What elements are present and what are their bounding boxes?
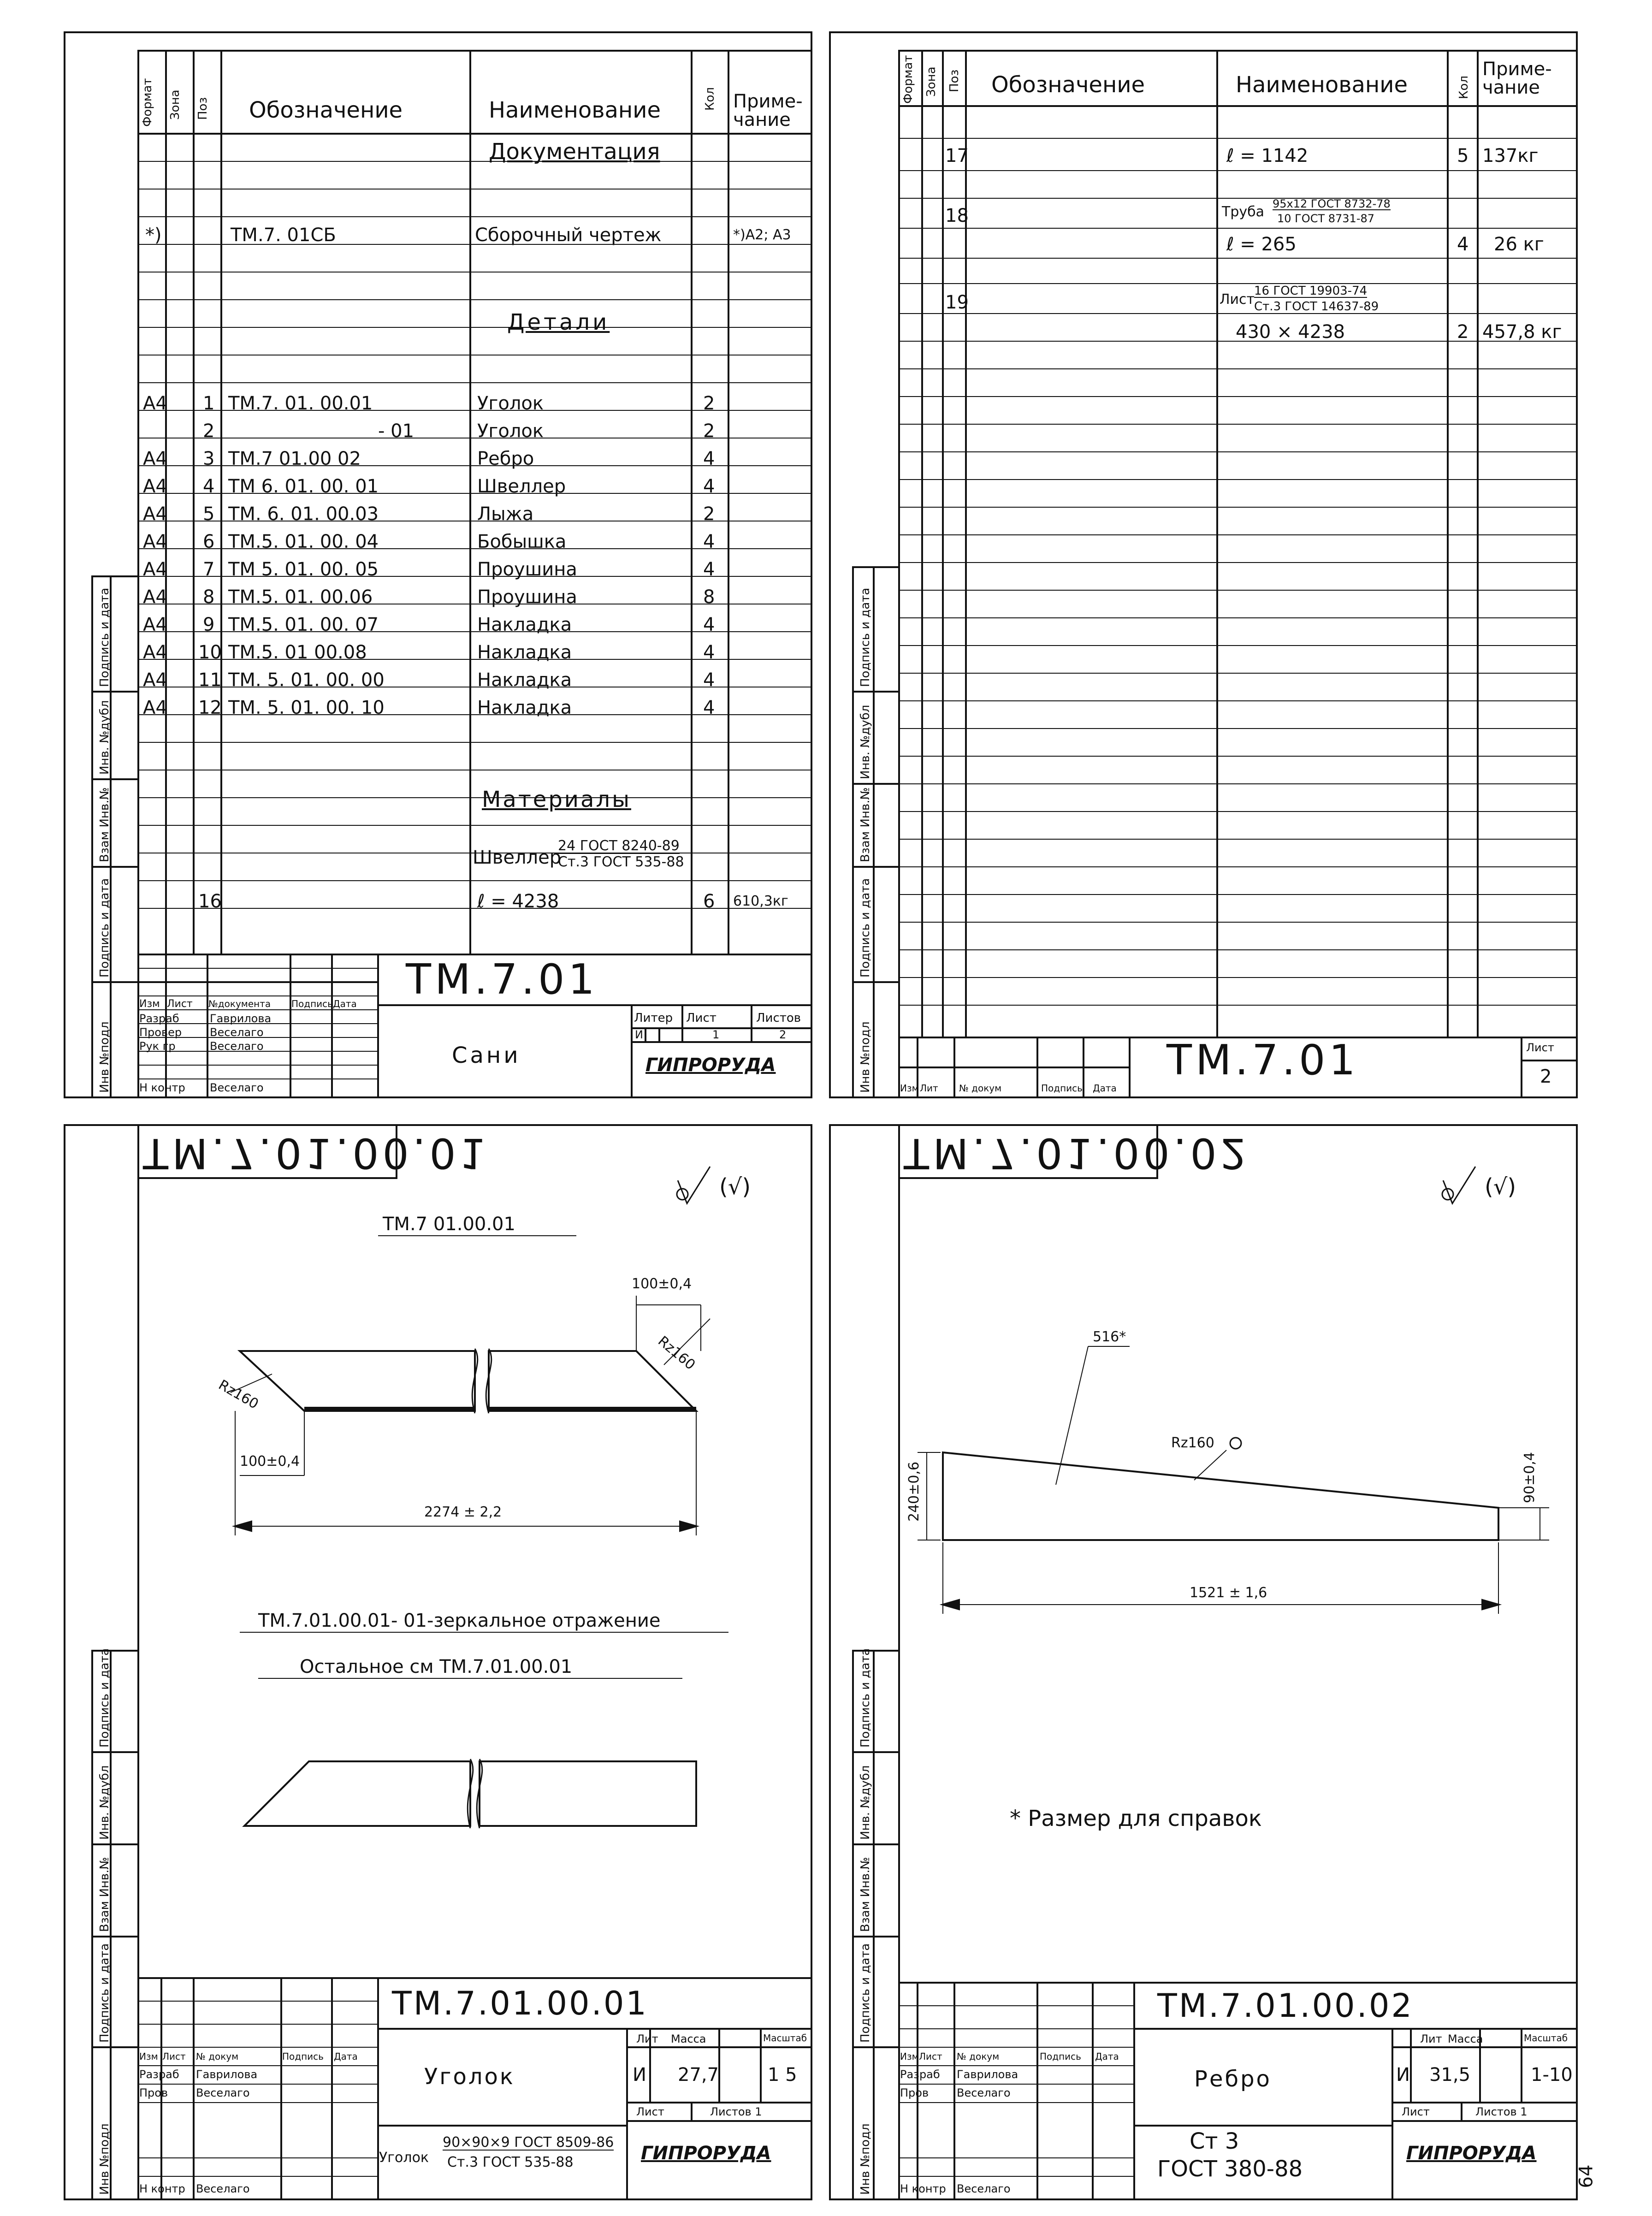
stamp-lit-value: И <box>1396 2064 1410 2086</box>
stamp-sheet-label: Лист <box>1526 1041 1554 1054</box>
row-format: А4 <box>143 504 167 525</box>
stamp-col-sign: Подпись <box>291 998 333 1009</box>
row-qty: 8 <box>703 587 715 608</box>
side-label: Инв. №дубл <box>859 705 872 779</box>
stamp-mass-value: 31,5 <box>1429 2064 1471 2086</box>
header-designation: Обозначение <box>991 72 1145 98</box>
stamp-liter-label: Литер <box>634 1011 673 1025</box>
company-logo: ГИПРОРУДА <box>645 1055 776 1076</box>
side-label: Взам Инв.№ <box>98 1857 112 1932</box>
stamp-liter-value: И <box>635 1028 643 1041</box>
row-designation: ТМ. 5. 01. 00. 10 <box>228 697 385 718</box>
stamp-person: Веселаго <box>210 1026 264 1039</box>
stamp-lit-value: И <box>633 2064 646 2086</box>
stamp-col-ndoc: № докум <box>196 2051 239 2062</box>
stamp-col-sign: Подпись <box>1040 2051 1081 2062</box>
stamp-mass-value: 27,7 <box>678 2064 719 2086</box>
stamp-title: Ребро <box>1194 2066 1272 2092</box>
side-label: Взам Инв.№ <box>859 1857 872 1932</box>
row-pos: 5 <box>203 504 215 525</box>
header-pos: Поз <box>196 97 210 120</box>
stamp-sheets-label: Листов 1 <box>1475 2105 1528 2118</box>
side-label: Подпись и дата <box>859 587 872 687</box>
row-pos: 1 <box>203 393 215 414</box>
row-qty: 2 <box>703 421 715 442</box>
stamp-col-list: Лист <box>919 2051 942 2062</box>
roughness-mark: (√) <box>1485 1174 1516 1200</box>
header-pos: Поз <box>947 69 961 92</box>
view-title: ТМ.7 01.00.01 <box>383 1214 515 1235</box>
side-label: Подпись и дата <box>98 1648 112 1748</box>
stamp-col-date: Дата <box>1093 1083 1117 1094</box>
stamp-sheet-label: Лист <box>1402 2105 1430 2118</box>
row-name: Уголок <box>477 393 544 414</box>
stamp-role: Провер <box>139 1026 182 1039</box>
row-name: Проушина <box>477 587 577 608</box>
row-format: А4 <box>143 642 167 663</box>
section-materials: Материалы <box>482 787 631 812</box>
stamp-mass-label: Масса <box>671 2032 706 2045</box>
header-zone: Зона <box>924 66 938 97</box>
row-designation: ТМ. 5. 01. 00. 00 <box>228 670 385 691</box>
stamp-col-list: Лист <box>167 998 193 1010</box>
stamp-person: Веселаго <box>196 2086 250 2099</box>
dim-bottom: 100±0,4 <box>240 1453 300 1469</box>
stamp-code: ТМ.7.01 <box>406 955 598 1004</box>
row-pos: 8 <box>203 587 215 608</box>
header-note: Приме- чание <box>733 91 803 130</box>
row-format: А4 <box>143 587 167 608</box>
row-format: А4 <box>143 448 167 469</box>
doc-format: *) <box>145 225 162 246</box>
stamp-code: ТМ.7.01 <box>1166 1036 1359 1084</box>
material-denominator: Ст.3 ГОСТ 535-88 <box>558 854 684 870</box>
material-numerator: 24 ГОСТ 8240-89 <box>558 838 680 854</box>
row-format: А4 <box>143 476 167 497</box>
mirrored-code-text: ТМ.7.01.00.01 <box>143 1129 490 1177</box>
row-name: Накладка <box>477 697 572 718</box>
dim-top: 100±0,4 <box>632 1276 692 1292</box>
side-label: Подпись и дата <box>859 1648 872 1748</box>
row-designation: ТМ.5. 01. 00. 07 <box>228 614 379 635</box>
dim-rz-left: Rz160 <box>215 1376 261 1413</box>
side-label: Подпись и дата <box>98 587 112 687</box>
mirrored-code-text: ТМ.7.01.00.02 <box>904 1129 1250 1177</box>
stamp-lit-label: Лит <box>1420 2032 1442 2045</box>
row-name: Бобышка <box>477 531 567 552</box>
row-designation: ТМ.5. 01. 00.06 <box>228 587 373 608</box>
stamp-person: Веселаго <box>196 2182 250 2195</box>
row-qty: 4 <box>1457 234 1469 255</box>
stamp-lists-label: Листов <box>756 1011 801 1025</box>
row-qty: 4 <box>703 614 715 635</box>
side-label: Инв. №дубл <box>98 1765 112 1840</box>
row-qty: 4 <box>703 476 715 497</box>
stamp-list-value: 1 <box>712 1028 720 1041</box>
side-label: Инв. №дубл <box>98 700 112 775</box>
material-qty: 6 <box>703 891 715 912</box>
header-name: Наименование <box>1236 72 1408 98</box>
row-pos: 3 <box>203 448 215 469</box>
row-name: Накладка <box>477 642 572 663</box>
row-pos: 10 <box>198 642 222 663</box>
stamp-role: Разраб <box>900 2068 940 2081</box>
stamp-person: Веселаго <box>210 1040 264 1053</box>
stamp-col-ndoc: № докум <box>959 1083 1002 1094</box>
row-pos: 18 <box>945 205 969 226</box>
side-label: Инв №подл <box>859 2123 872 2195</box>
stamp-col-list: Лит <box>920 1083 938 1094</box>
stamp-col-date: Дата <box>333 998 357 1009</box>
row-format: А4 <box>143 614 167 635</box>
dim-length: 2274 ± 2,2 <box>424 1504 502 1520</box>
stamp-col-date: Дата <box>334 2051 358 2062</box>
side-label: Инв №подл <box>98 2123 112 2195</box>
side-label: Инв. №дубл <box>859 1765 872 1840</box>
row-name: ℓ = 265 <box>1226 234 1297 255</box>
row-format: А4 <box>143 393 167 414</box>
side-label: Инв №подл <box>859 1021 872 1093</box>
row-numerator: 95x12 ГОСТ 8732-78 <box>1273 197 1391 210</box>
material-mass: 610,3кг <box>733 893 788 909</box>
material-length: ℓ = 4238 <box>477 891 559 912</box>
stamp-person: Гаврилова <box>210 1012 272 1025</box>
stamp-role: Разраб <box>139 2068 179 2081</box>
row-qty: 4 <box>703 670 715 691</box>
row-denominator: 10 ГОСТ 8731-87 <box>1277 212 1375 225</box>
row-pos: 19 <box>945 292 969 313</box>
stamp-scale-label: Масштаб <box>1524 2032 1568 2044</box>
stamp-person: Веселаго <box>957 2182 1011 2195</box>
row-designation: ТМ 5. 01. 00. 05 <box>228 559 379 580</box>
row-note: 457,8 кг <box>1482 321 1562 343</box>
roughness-mark: (√) <box>719 1174 751 1200</box>
section-documentation: Документация <box>489 139 660 165</box>
mirror-note: ТМ.7.01.00.01- 01-зеркальное отражение <box>258 1610 661 1631</box>
row-designation: ТМ.5. 01 00.08 <box>228 642 367 663</box>
row-name: Накладка <box>477 614 572 635</box>
stamp-col-sign: Подпись <box>1041 1083 1083 1094</box>
row-designation: ТМ.7. 01. 00.01 <box>228 393 373 414</box>
stamp-col-list: Лист <box>162 2051 186 2062</box>
row-pos: 4 <box>203 476 215 497</box>
doc-name: Сборочный чертеж <box>475 225 662 246</box>
header-format: Формат <box>901 55 915 104</box>
row-qty: 4 <box>703 448 715 469</box>
mirrored-code <box>143 1129 490 1177</box>
row-format: А4 <box>143 697 167 718</box>
row-qty: 4 <box>703 531 715 552</box>
side-label: Подпись и дата <box>859 878 872 978</box>
stamp-col-izm: Изм <box>900 2051 919 2062</box>
stamp-role: Пров <box>139 2086 168 2099</box>
row-qty: 2 <box>703 393 715 414</box>
stamp-col-izm: Изм <box>139 998 160 1010</box>
stamp-person: Гаврилова <box>196 2068 258 2081</box>
dim-length: 1521 ± 1,6 <box>1190 1585 1267 1601</box>
stamp-title: Уголок <box>424 2064 515 2090</box>
stamp-scale-value: 1-10 <box>1531 2064 1573 2086</box>
row-name: Накладка <box>477 670 572 691</box>
page-number: 64 <box>1575 2164 1597 2188</box>
side-label: Взам Инв.№ <box>859 787 872 862</box>
row-denominator: Ст.3 ГОСТ 14637-89 <box>1254 300 1379 314</box>
header-qty: Кол <box>1457 76 1471 99</box>
stamp-title: Сани <box>452 1043 521 1068</box>
material-line1: Ст 3 <box>1190 2128 1239 2154</box>
rib-drawing <box>918 1167 1549 1614</box>
doc-designation: ТМ.7. 01СБ <box>231 225 336 246</box>
row-designation: ТМ. 6. 01. 00.03 <box>228 504 379 525</box>
row-pos: 2 <box>203 421 215 442</box>
header-qty: Кол <box>703 87 717 111</box>
stamp-code: ТМ.7.01.00.01 <box>392 1985 648 2022</box>
header-name: Наименование <box>489 97 661 123</box>
row-name: Швеллер <box>477 476 566 497</box>
row-note: 26 кг <box>1494 234 1544 255</box>
stamp-sheets-label: Листов 1 <box>710 2105 762 2118</box>
row-pos: 6 <box>203 531 215 552</box>
stamp-col-ndoc: № докум <box>957 2051 1000 2062</box>
row-name: 430 × 4238 <box>1236 321 1345 343</box>
side-label: Подпись и дата <box>98 878 112 978</box>
row-format: А4 <box>143 559 167 580</box>
material-numerator: 90×90×9 ГОСТ 8509-86 <box>443 2134 614 2151</box>
stamp-role: Разраб <box>139 1012 179 1025</box>
angle-drawing <box>231 1167 728 1828</box>
dim-rz: Rz160 <box>1171 1435 1214 1451</box>
side-label: Подпись и дата <box>98 1943 112 2043</box>
stamp-sheet-label: Лист <box>636 2105 664 2118</box>
header-format: Формат <box>141 78 154 127</box>
material-prefix: Швеллер <box>473 847 562 868</box>
dim-left: 240±0,6 <box>906 1461 922 1522</box>
row-name: Труба <box>1222 204 1265 220</box>
material-line2: ГОСТ 380-88 <box>1157 2156 1303 2182</box>
row-name: Ребро <box>477 448 534 469</box>
stamp-person: Веселаго <box>210 1081 264 1094</box>
material-prefix: Уголок <box>379 2150 429 2166</box>
row-designation: ТМ.7 01.00 02 <box>228 448 361 469</box>
stamp-lists-value: 2 <box>779 1028 787 1041</box>
stamp-code: ТМ.7.01.00.02 <box>1157 1987 1414 2025</box>
row-format: А4 <box>143 670 167 691</box>
row-pos: 9 <box>203 614 215 635</box>
row-qty: 2 <box>703 504 715 525</box>
header-note: Приме- чание <box>1482 59 1552 98</box>
dim-top: 516* <box>1093 1329 1126 1345</box>
company-logo: ГИПРОРУДА <box>641 2143 771 2164</box>
section-details: Детали <box>507 309 610 335</box>
header-zone: Зона <box>168 89 182 120</box>
row-numerator: 16 ГОСТ 19903-74 <box>1254 284 1368 298</box>
stamp-mass-label: Масса <box>1448 2032 1483 2045</box>
stamp-col-sign: Подпись <box>282 2051 324 2062</box>
row-name: ℓ = 1142 <box>1226 145 1309 166</box>
dim-right: 90±0,4 <box>1522 1452 1538 1503</box>
stamp-scale-label: Масштаб <box>763 2032 807 2044</box>
stamp-person: Веселаго <box>957 2086 1011 2099</box>
row-name: Лист <box>1220 291 1255 308</box>
stamp-list-label: Лист <box>686 1011 716 1025</box>
side-label: Взам Инв.№ <box>98 787 112 862</box>
stamp-col-date: Дата <box>1095 2051 1119 2062</box>
stamp-role: Н контр <box>139 1081 185 1094</box>
stamp-person: Гаврилова <box>957 2068 1018 2081</box>
row-pos: 17 <box>945 145 969 166</box>
row-qty: 4 <box>703 642 715 663</box>
row-designation: ТМ 6. 01. 00. 01 <box>228 476 379 497</box>
row-pos: 12 <box>198 697 222 718</box>
row-qty: 4 <box>703 559 715 580</box>
stamp-col-izm: Изм <box>900 1083 919 1094</box>
row-name: Проушина <box>477 559 577 580</box>
row-note: 137кг <box>1482 145 1539 166</box>
stamp-role: Рук гр <box>139 1040 176 1053</box>
side-label: Инв №подл <box>98 1021 112 1093</box>
material-pos: 16 <box>198 891 222 912</box>
stamp-lit-label: Лит <box>636 2032 658 2045</box>
header-designation: Обозначение <box>249 97 403 123</box>
stamp-role: Н контр <box>139 2182 185 2195</box>
row-designation: ТМ.5. 01. 00. 04 <box>228 531 379 552</box>
side-label: Подпись и дата <box>859 1943 872 2043</box>
stamp-role: Н контр <box>900 2182 946 2195</box>
row-designation: - 01 <box>378 421 414 442</box>
company-logo: ГИПРОРУДА <box>1406 2143 1537 2164</box>
dim-rz-right: Rz160 <box>655 1333 699 1374</box>
material-denominator: Ст.3 ГОСТ 535-88 <box>447 2154 574 2170</box>
stamp-sheet-number: 2 <box>1540 1066 1552 1087</box>
row-pos: 11 <box>198 670 222 691</box>
row-name: Лыжа <box>477 504 534 525</box>
rest-note: Остальное см ТМ.7.01.00.01 <box>300 1656 573 1677</box>
row-qty: 5 <box>1457 145 1469 166</box>
row-pos: 7 <box>203 559 215 580</box>
stamp-col-ndoc: №документа <box>208 998 271 1009</box>
doc-note: *)А2; А3 <box>733 227 791 243</box>
row-format: А4 <box>143 531 167 552</box>
mirrored-code <box>904 1129 1250 1177</box>
row-qty: 2 <box>1457 321 1469 343</box>
stamp-col-izm: Изм <box>139 2051 158 2062</box>
reference-note: * Размер для справок <box>1010 1806 1262 1831</box>
row-name: Уголок <box>477 421 544 442</box>
stamp-scale-value: 1 5 <box>768 2064 797 2086</box>
row-qty: 4 <box>703 697 715 718</box>
stamp-role: Пров <box>900 2086 929 2099</box>
